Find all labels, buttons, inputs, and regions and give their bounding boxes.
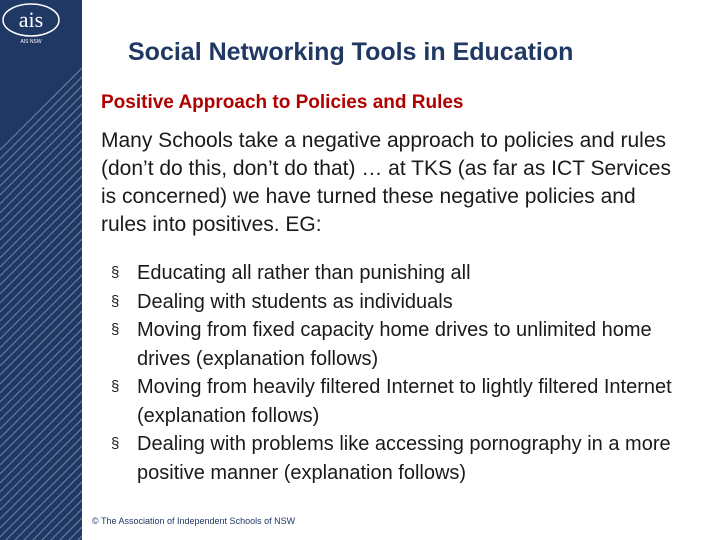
intro-paragraph: Many Schools take a negative approach to policies and rules (don’t do this, don’t do that) … at TKS (as far as ICT Services is concerned) we have turned these negative policies and rules into positives. EG: <box>101 129 671 236</box>
slide-title: Social Networking Tools in Education <box>128 38 574 66</box>
bullet-item <box>111 316 701 373</box>
bullet-item <box>111 430 701 487</box>
bullet-marker-icon: § <box>111 435 120 452</box>
diagonal-stripes-pattern <box>0 0 82 540</box>
logo-tagline: AIS NSW <box>20 39 42 45</box>
bullet-text: Dealing with problems like accessing pornography in a more positive manner (explanation follows) <box>137 433 671 484</box>
bullet-text: Moving from fixed capacity home drives to unlimited home drives (explanation follows) <box>137 319 652 370</box>
bullet-marker-icon: § <box>111 292 120 310</box>
sidebar-panel <box>0 0 82 540</box>
bullet-item <box>111 288 701 317</box>
copyright-footer: © The Association of Independent Schools of NSW <box>92 516 296 526</box>
bullet-list <box>111 259 701 487</box>
bullet-item <box>111 373 701 430</box>
bullet-marker-icon: § <box>111 321 120 338</box>
bullet-marker-icon: § <box>111 378 120 395</box>
bullet-text: Moving from heavily filtered Internet to lightly filtered Internet (explanation follows) <box>137 376 672 427</box>
slide-subtitle: Positive Approach to Policies and Rules <box>101 92 464 113</box>
bullet-text: Educating all rather than punishing all <box>137 262 471 284</box>
logo-text: ais <box>18 7 44 32</box>
bullet-item <box>111 259 701 288</box>
bullet-text: Dealing with students as individuals <box>137 290 453 313</box>
ais-logo <box>0 0 62 46</box>
bullet-marker-icon: § <box>111 264 120 281</box>
